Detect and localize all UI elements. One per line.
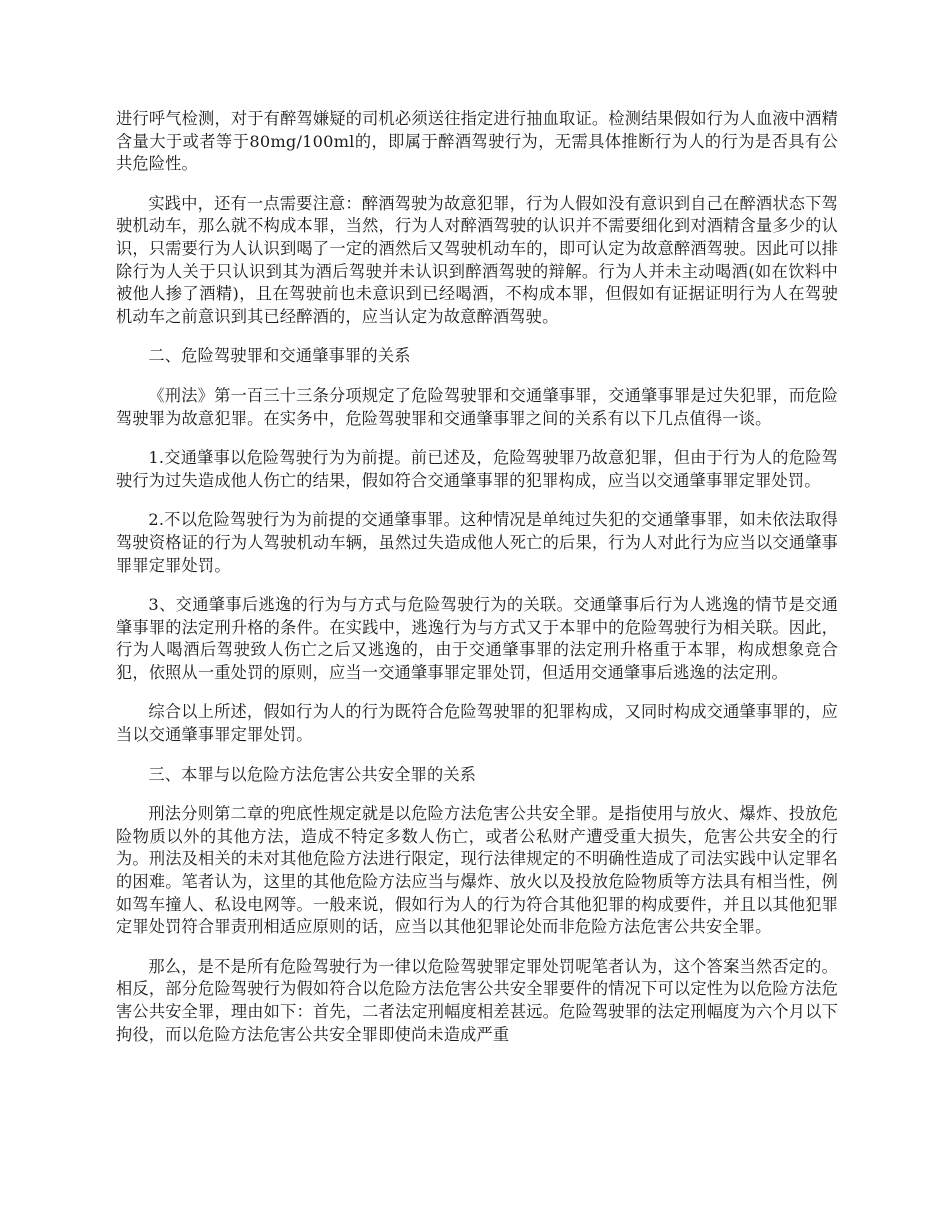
- section-heading-traffic-accident: 二、危险驾驶罪和交通肇事罪的关系: [148, 346, 411, 366]
- paragraph-breath-test: 进行呼气检测，对于有醉驾嫌疑的司机必须送往指定进行抽血取证。检测结果假如行为人血液中酒精含量大于或者等于80mg/100ml的，即属于醉酒驾驶行为，无需具体推断行为人的行为是否具有公共危险性。: [116, 109, 838, 174]
- paragraph-point-1: 1.交通肇事以危险驾驶行为为前提。前已述及，危险驾驶罪乃故意犯罪，但由于行为人的危险驾驶行为过失造成他人伤亡的结果，假如符合交通肇事罪的犯罪构成，应当以交通肇事罪定罪处罚。: [116, 448, 838, 490]
- paragraph-criminal-law-133: 《刑法》第一百三十三条分项规定了危险驾驶罪和交通肇事罪，交通肇事罪是过失犯罪，而危险驾驶罪为故意犯罪。在实务中，危险驾驶罪和交通肇事罪之间的关系有以下几点值得一谈。: [116, 385, 838, 428]
- paragraph-point-3: 3、交通肇事后逃逸的行为与方式与危险驾驶行为的关联。交通肇事后行为人逃逸的情节是交通肇事罪的法定刑升格的条件。在实践中，逃逸行为与方式又于本罪中的危险驾驶行为相关联。因此，行为人喝酒后驾驶致人伤亡之后又逃逸的，由于交通肇事罪的法定刑升格重于本罪，构成想象竞合犯，依照从一重处罚的原则，应当一交通肇事罪定罪处罚，但适用交通肇事后逃逸的法定刑。: [116, 595, 838, 682]
- paragraph-summary: 综合以上所述，假如行为人的行为既符合危险驾驶罪的犯罪构成，又同时构成交通肇事罪的，应当以交通肇事罪定罪处罚。: [116, 702, 838, 745]
- paragraph-catch-all-provision: 刑法分则第二章的兜底性规定就是以危险方法危害公共安全罪。是指使用与放火、爆炸、投放危险物质以外的其他方法，造成不特定多数人伤亡，或者公私财产遭受重大损失，危害公共安全的行为。刑法及相关的未对其他危险方法进行限定，现行法律规定的不明确性造成了司法实践中认定罪名的困难。笔者认为，这里的其他危险方法应当与爆炸、放火以及投放危险物质等方法具有相当性，例如驾车撞人、私设电网等。一般来说，假如行为人的行为符合其他犯罪的构成要件，并且以其他犯罪定罪处罚符合罪责刑相适应原则的话，应当以其他犯罪论处而非危险方法危害公共安全罪。: [116, 804, 838, 937]
- section-heading-public-safety: 三、本罪与以危险方法危害公共安全罪的关系: [148, 764, 477, 784]
- paragraph-intent-requirement: 实践中，还有一点需要注意：醉酒驾驶为故意犯罪，行为人假如没有意识到自己在醉酒状态下驾驶机动车，那么就不构成本罪，当然，行为人对醉酒驾驶的认识并不需要细化到对酒精含量多少的认识，只需要行为人认识到喝了一定的酒然后又驾驶机动车的，即可认定为故意醉酒驾驶。因此可以排除行为人关于只认识到其为酒后驾驶并未认识到醉酒驾驶的辩解。行为人并未主动喝酒(如在饮料中被他人掺了酒精)，且在驾驶前也未意识到已经喝酒，不构成本罪，但假如有证据证明行为人在驾驶机动车之前意识到其已经醉酒的，应当认定为故意醉酒驾驶。: [116, 193, 838, 326]
- paragraph-author-opinion: 那么，是不是所有危险驾驶行为一律以危险驾驶罪定罪处罚呢笔者认为，这个答案当然否定的。相反，部分危险驾驶行为假如符合以危险方法危害公共安全罪要件的情况下可以定性为以危险方法危害公共安全罪，理由如下：首先，二者法定刑幅度相差甚远。危险驾驶罪的法定刑幅度为六个月以下拘役，而以危险方法危害公共安全罪即使尚未造成严重: [116, 956, 838, 1044]
- paragraph-point-2: 2.不以危险驾驶行为为前提的交通肇事罪。这种情况是单纯过失犯的交通肇事罪，如未依法取得驾驶资格证的行为人驾驶机动车辆，虽然过失造成他人死亡的后果，行为人对此行为应当以交通肇事罪罪定罪处罚。: [116, 510, 838, 575]
